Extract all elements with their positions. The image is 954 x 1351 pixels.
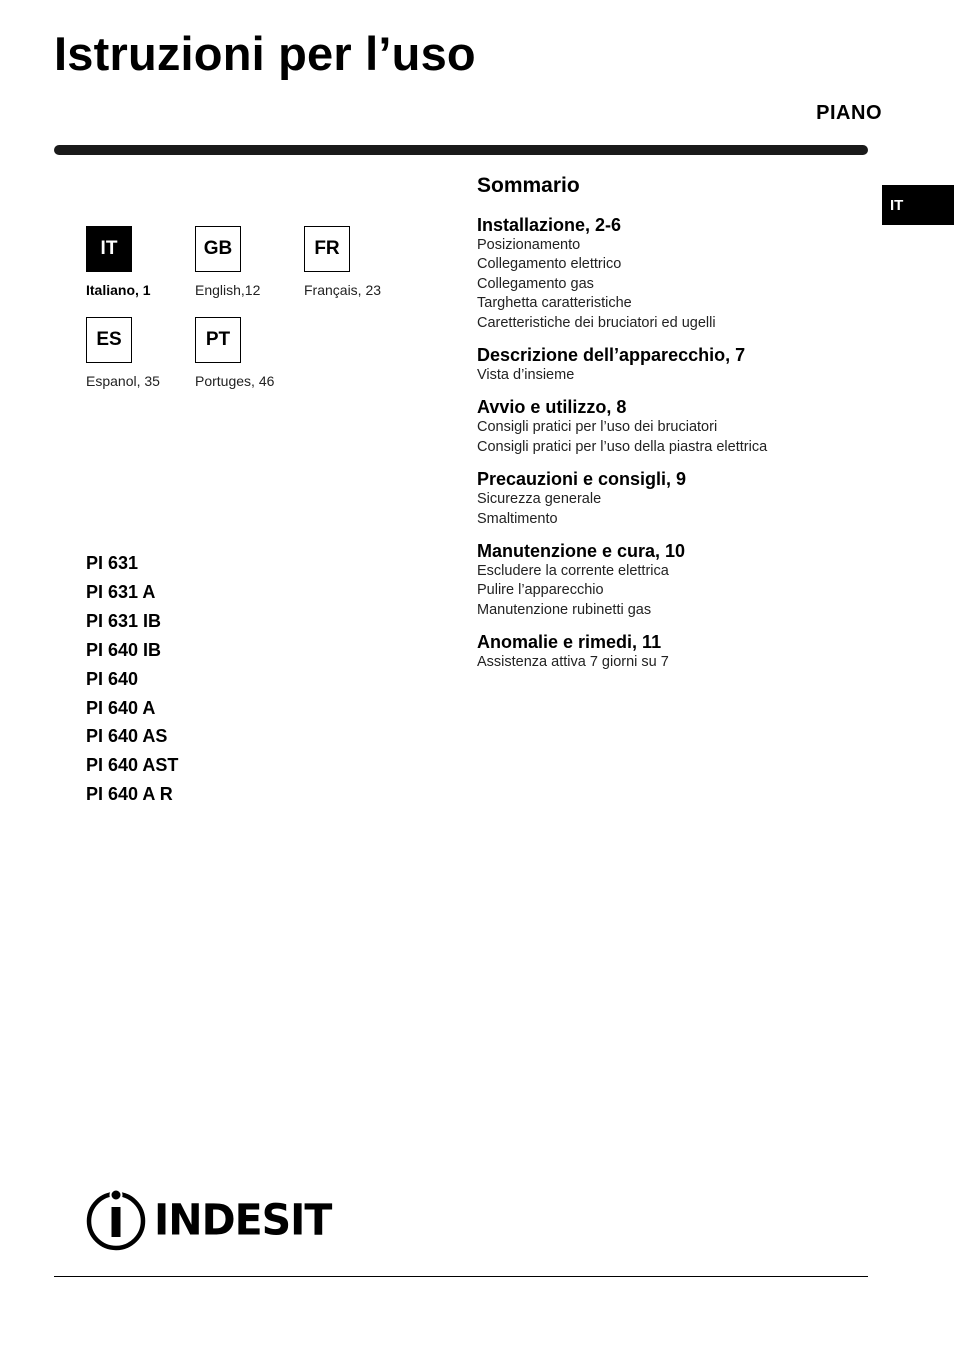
toc-heading[interactable]: Avvio e utilizzo, 8 bbox=[477, 397, 627, 418]
page-title: Istruzioni per l’uso bbox=[54, 27, 476, 80]
model-item: PI 640 bbox=[86, 668, 139, 689]
language-code: IT bbox=[86, 226, 132, 272]
model-item: PI 640 AST bbox=[86, 755, 179, 776]
brand-logo bbox=[84, 1188, 331, 1252]
language-side-tab: IT bbox=[882, 185, 954, 225]
toc-item[interactable]: Collegamento elettrico bbox=[477, 256, 622, 273]
model-item: PI 640 IB bbox=[86, 639, 162, 660]
bottom-divider bbox=[54, 1276, 868, 1277]
model-item: PI 640 A bbox=[86, 697, 156, 718]
indesit-i-icon bbox=[84, 1188, 148, 1252]
toc-heading[interactable]: Installazione, 2-6 bbox=[477, 215, 622, 235]
toc-item[interactable]: Caretteristiche dei bruciatori ed ugelli bbox=[477, 314, 716, 331]
toc-section-installazione bbox=[477, 214, 877, 333]
language-caption: Italiano, 1 bbox=[86, 282, 151, 298]
language-caption: English,12 bbox=[195, 282, 261, 298]
toc-section-descrizione bbox=[477, 344, 877, 385]
toc-item[interactable]: Manutenzione rubinetti gas bbox=[477, 601, 652, 618]
toc-heading[interactable]: Manutenzione e cura, 10 bbox=[477, 541, 686, 562]
toc-item[interactable]: Consigli pratici per l’uso della piastra elettrica bbox=[477, 438, 768, 455]
language-code: FR bbox=[304, 226, 350, 272]
toc-heading[interactable]: Anomalie e rimedi, 11 bbox=[477, 632, 662, 653]
toc-title: Sommario bbox=[477, 174, 580, 197]
model-item: PI 631 bbox=[86, 553, 139, 573]
toc-section-avvio bbox=[477, 396, 877, 457]
language-pt[interactable] bbox=[195, 317, 325, 389]
toc-item[interactable]: Pulire l’apparecchio bbox=[477, 582, 604, 599]
toc-section-manutenzione bbox=[477, 540, 877, 620]
language-caption: Espanol, 35 bbox=[86, 373, 160, 389]
model-item: PI 631 A bbox=[86, 581, 156, 602]
toc-item[interactable]: Smaltimento bbox=[477, 510, 558, 527]
product-type: PIANO bbox=[816, 102, 882, 124]
toc-item[interactable]: Collegamento gas bbox=[477, 275, 594, 292]
brand-wordmark: INDESIT bbox=[154, 1194, 332, 1246]
language-caption: Portuges, 46 bbox=[195, 373, 275, 389]
toc-item[interactable]: Consigli pratici per l’uso dei bruciatori bbox=[477, 419, 718, 436]
language-caption: Français, 23 bbox=[304, 282, 382, 298]
language-code: ES bbox=[86, 317, 132, 363]
toc-section-precauzioni bbox=[477, 468, 877, 529]
language-fr[interactable] bbox=[304, 226, 434, 298]
toc-item[interactable]: Vista d’insieme bbox=[477, 367, 575, 384]
top-divider bbox=[54, 145, 868, 155]
toc-item[interactable]: Posizionamento bbox=[477, 237, 581, 253]
toc-item[interactable]: Escludere la corrente elettrica bbox=[477, 563, 669, 580]
model-item: PI 640 A R bbox=[86, 784, 173, 805]
toc-heading[interactable]: Descrizione dell’apparecchio, 7 bbox=[477, 345, 746, 366]
table-of-contents bbox=[477, 174, 877, 684]
language-code: GB bbox=[195, 226, 241, 272]
toc-section-anomalie bbox=[477, 631, 877, 672]
toc-item[interactable]: Assistenza attiva 7 giorni su 7 bbox=[477, 654, 669, 671]
model-item: PI 631 IB bbox=[86, 610, 162, 631]
toc-item[interactable]: Targhetta caratteristiche bbox=[477, 295, 632, 312]
toc-item[interactable]: Sicurezza generale bbox=[477, 491, 602, 508]
model-item: PI 640 AS bbox=[86, 726, 168, 747]
model-list bbox=[86, 549, 178, 809]
language-code: PT bbox=[195, 317, 241, 363]
toc-heading[interactable]: Precauzioni e consigli, 9 bbox=[477, 469, 687, 490]
